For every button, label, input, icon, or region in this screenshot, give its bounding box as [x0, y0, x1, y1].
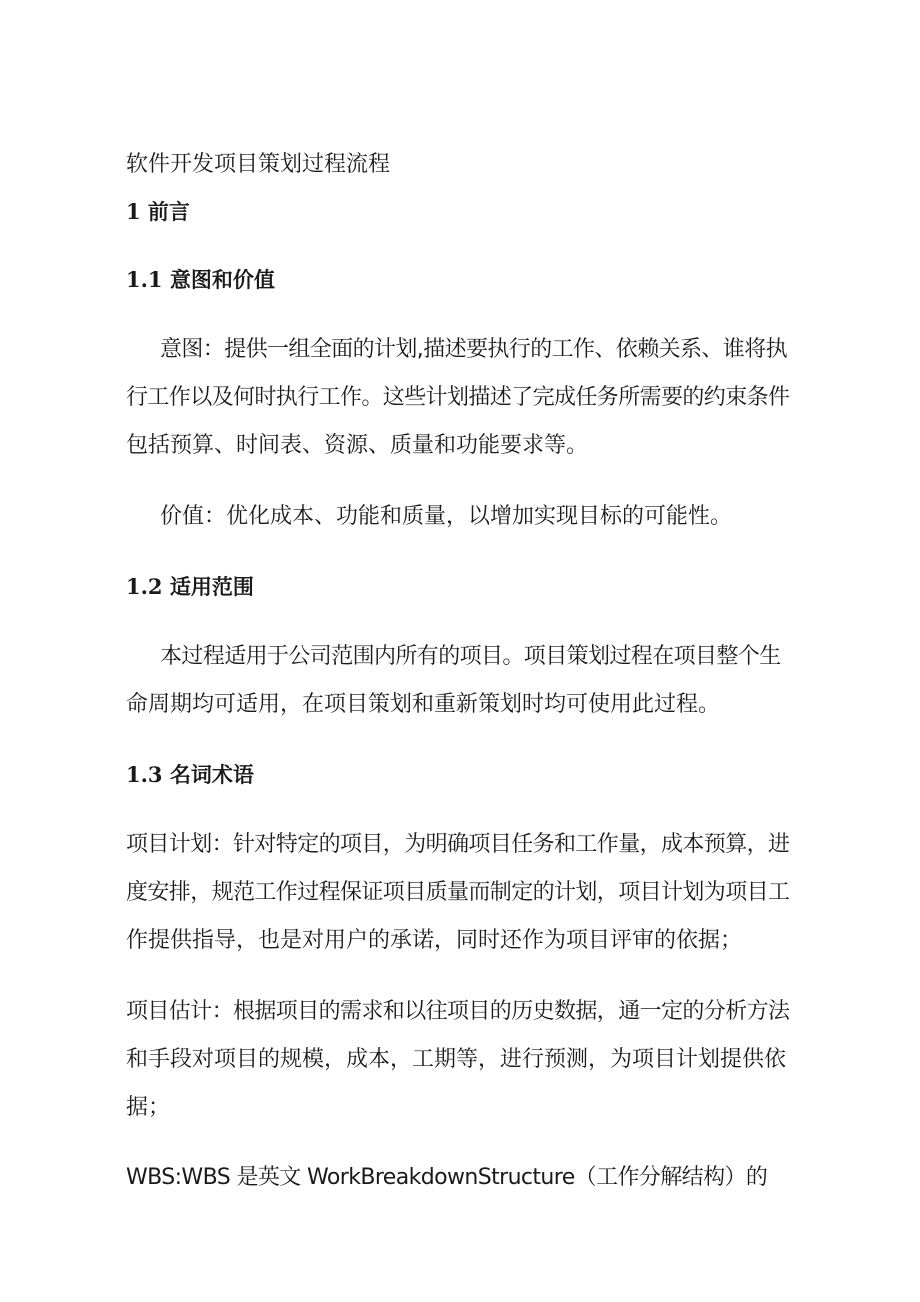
heading-1-3: 1.3 名词术语: [126, 762, 254, 787]
intent-line-3: 包括预算、时间表、资源、质量和功能要求等。: [126, 433, 589, 458]
heading-1-1: 1.1 意图和价值: [126, 267, 275, 292]
project-plan-line-3: 作提供指导，也是对用户的承诺，同时还作为项目评审的依据；: [126, 928, 743, 953]
intent-line-2: 行工作以及何时执行工作。这些计划描述了完成任务所需要的约束条件: [126, 385, 790, 410]
wbs-line: WBS:WBS 是英文 WorkBreakdownStructure（工作分解结构）的: [126, 1165, 768, 1190]
heading-1: 1 前言: [126, 199, 190, 224]
scope-line-2: 命周期均可适用，在项目策划和重新策划时均可使用此过程。: [126, 692, 721, 717]
scope-line-1: 本过程适用于公司范围内所有的项目。项目策划过程在项目整个生: [160, 644, 781, 669]
project-estimate-line-1: 项目估计：根据项目的需求和以往项目的历史数据，通一定的分析方法: [126, 999, 790, 1024]
value-line: 价值：优化成本、功能和质量，以增加实现目标的可能性。: [160, 504, 733, 529]
document-title: 软件开发项目策划过程流程: [126, 152, 391, 177]
project-estimate-line-2: 和手段对项目的规模，成本，工期等，进行预测，为项目计划提供依: [126, 1047, 787, 1072]
project-plan-line-2: 度安排，规范工作过程保证项目质量而制定的计划，项目计划为项目工: [126, 880, 790, 905]
heading-1-2: 1.2 适用范围: [126, 574, 254, 599]
project-plan-line-1: 项目计划：针对特定的项目，为明确项目任务和工作量，成本预算，进: [126, 832, 790, 857]
intent-line-1: 意图：提供一组全面的计划,描述要执行的工作、依赖关系、谁将执: [160, 337, 787, 362]
project-estimate-line-3: 据；: [126, 1095, 171, 1120]
